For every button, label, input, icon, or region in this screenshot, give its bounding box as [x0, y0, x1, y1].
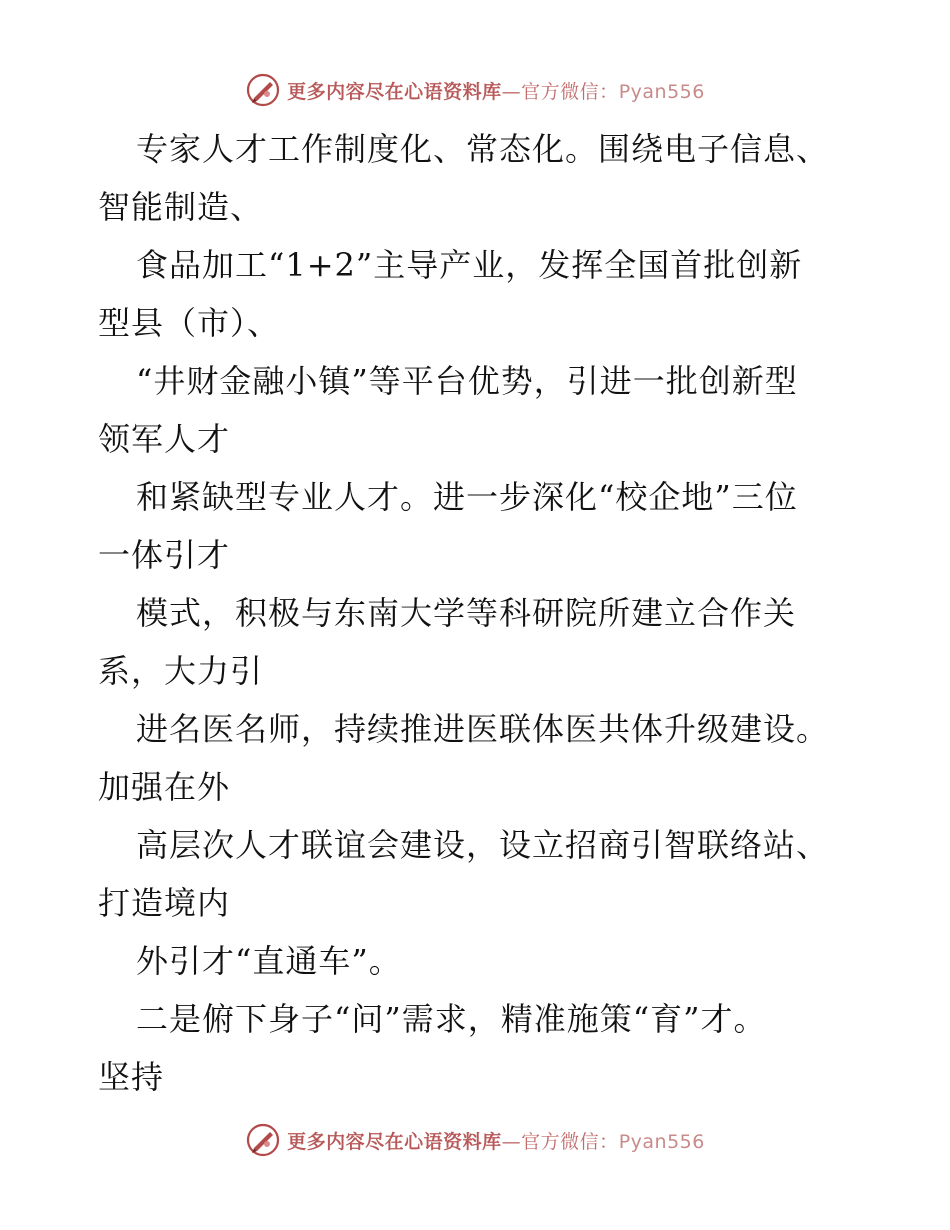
watermark-brand: 更多内容尽在心语资料库: [287, 1130, 502, 1153]
body-line: 高层次人才联谊会建设，设立招商引智联络站、: [136, 826, 830, 864]
body-line: 外引才“直通车”。: [136, 942, 402, 980]
body-line: 进名医名师，持续推进医联体医共体升级建设。: [136, 710, 830, 748]
watermark-wechat-id: Pyan556: [618, 1130, 705, 1153]
body-line: 系，大力引: [98, 652, 264, 690]
watermark-text: [287, 77, 705, 104]
body-line: 食品加工“1+2”主导产业，发挥全国首批创新: [136, 246, 803, 284]
body-line: 和紧缺型专业人才。进一步深化“校企地”三位: [136, 478, 798, 516]
body-line: 打造境内: [98, 884, 231, 922]
body-line: 智能制造、: [98, 188, 264, 226]
watermark-separator: —: [501, 80, 522, 103]
watermark-wechat-label: 官方微信：: [521, 80, 619, 103]
body-line: 领军人才: [98, 420, 231, 458]
document-body: [98, 120, 858, 1106]
footer-watermark: [0, 1120, 950, 1160]
body-line: 型县（市）、: [98, 304, 281, 342]
body-line: 模式，积极与东南大学等科研院所建立合作关: [136, 594, 797, 632]
body-line: “井财金融小镇”等平台优势，引进一批创新型: [136, 362, 798, 400]
pen-logo-icon: [245, 72, 281, 108]
pen-logo-icon: [245, 1122, 281, 1158]
watermark-wechat-label: 官方微信：: [521, 1130, 619, 1153]
body-line: 坚持: [98, 1058, 165, 1096]
body-line: 二是俯下身子“问”需求，精准施策“育”才。: [136, 1000, 767, 1038]
body-line: 专家人才工作制度化、常态化。围绕电子信息、: [136, 130, 830, 168]
body-line: 一体引才: [98, 536, 231, 574]
watermark-wechat-id: Pyan556: [618, 80, 705, 103]
header-watermark: [0, 70, 950, 110]
watermark-text: [287, 1127, 705, 1154]
body-line: 加强在外: [98, 768, 231, 806]
watermark-separator: —: [501, 1130, 522, 1153]
watermark-brand: 更多内容尽在心语资料库: [287, 80, 502, 103]
